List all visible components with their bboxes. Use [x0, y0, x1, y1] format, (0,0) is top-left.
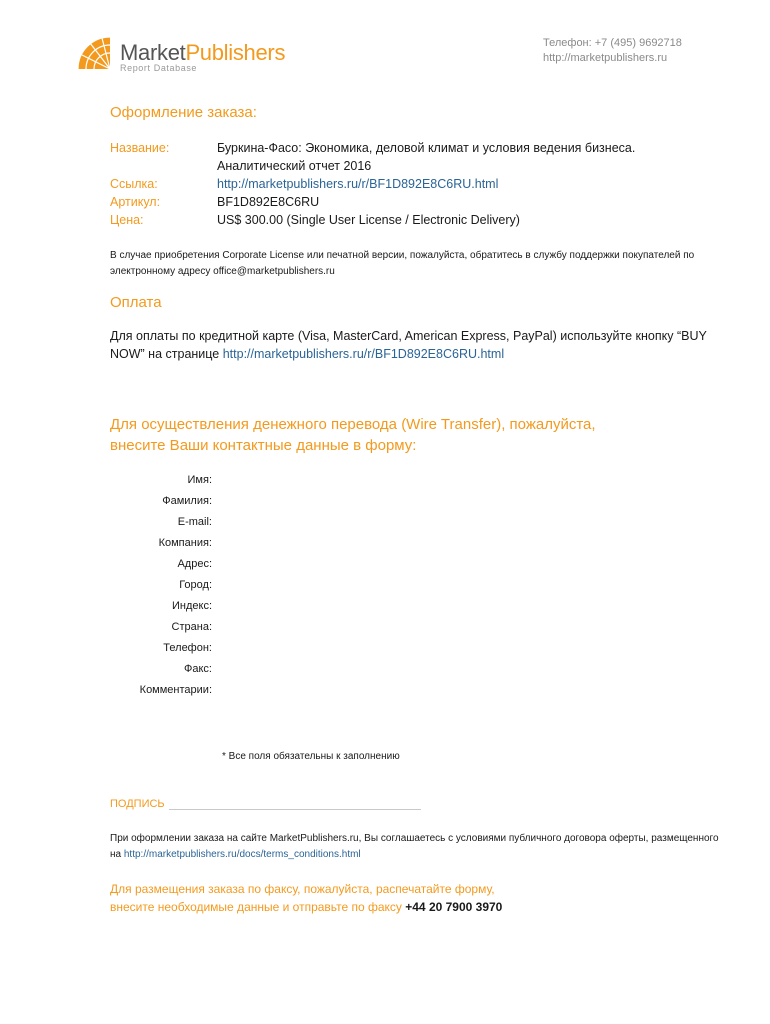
field-label-fax: Факс:	[184, 663, 212, 675]
order-name-label: Название:	[110, 141, 170, 155]
fax-line1: Для размещения заказа по факсу, пожалуйста, распечатайте форму,	[110, 882, 495, 896]
terms-link[interactable]: http://marketpublishers.ru/docs/terms_conditions.html	[123, 849, 361, 860]
order-sku-value: BF1D892E8C6RU	[217, 195, 320, 209]
logo	[76, 35, 118, 71]
order-sku-label: Артикул:	[110, 195, 161, 209]
header-site[interactable]: http://marketpublishers.ru	[543, 52, 668, 64]
field-label-phone: Телефон:	[163, 642, 212, 654]
signature-label: ПОДПИСЬ	[110, 798, 165, 810]
order-name-value-line2: Аналитический отчет 2016	[217, 159, 372, 173]
wire-heading-line1: Для осуществления денежного перевода (Wire Transfer), пожалуйста,	[110, 416, 596, 433]
wire-form	[0, 474, 240, 704]
order-name-value-line1: Буркина-Фасо: Экономика, деловой климат и условия ведения бизнеса.	[217, 141, 636, 155]
order-link-row	[110, 175, 710, 193]
field-label-address: Адрес:	[177, 558, 212, 570]
payment-line2-prefix: NOW” на странице	[110, 347, 223, 361]
order-link-label: Ссылка:	[110, 177, 158, 191]
fax-line2	[110, 898, 502, 916]
payment-link[interactable]: http://marketpublishers.ru/r/BF1D892E8C6RU.html	[222, 347, 505, 361]
brand-subtitle: Report Database	[120, 63, 198, 73]
order-price-value: US$ 300.00 (Single User License / Electronic Delivery)	[217, 213, 520, 227]
wire-heading-line2: внесите Ваши контактные данные в форму:	[110, 437, 417, 454]
field-label-surname: Фамилия:	[162, 495, 212, 507]
order-name-row	[110, 139, 710, 157]
order-price-label: Цена:	[110, 213, 144, 227]
fax-text	[110, 880, 502, 916]
header-phone: Телефон: +7 (495) 9692718	[543, 37, 682, 49]
terms-text	[110, 831, 730, 863]
payment-line1: Для оплаты по кредитной карте (Visa, MasterCard, American Express, PayPal) используйте кнопку “BUY	[110, 329, 707, 343]
order-note-line2: электронному адресу office@marketpublishers.ru	[110, 266, 335, 277]
order-heading: Оформление заказа:	[110, 104, 257, 121]
payment-line2	[110, 345, 730, 363]
terms-line2-prefix: на	[110, 849, 124, 860]
order-note	[110, 248, 730, 280]
field-label-company: Компания:	[158, 537, 212, 549]
signature-line[interactable]	[169, 797, 421, 810]
order-name-row-2	[110, 157, 710, 175]
field-label-comments: Комментарии:	[139, 684, 212, 696]
field-label-email: E-mail:	[177, 516, 212, 528]
terms-line2	[110, 847, 730, 863]
logo-globe-icon	[76, 35, 118, 71]
field-label-name: Имя:	[187, 474, 212, 486]
payment-text	[110, 327, 730, 363]
required-note: * Все поля обязательны к заполнению	[222, 751, 400, 762]
header-contact	[543, 36, 682, 66]
payment-heading: Оплата	[110, 294, 162, 311]
field-label-city: Город:	[179, 579, 212, 591]
fax-number: +44 20 7900 3970	[405, 900, 503, 914]
signature-row	[110, 797, 421, 810]
order-sku-row	[110, 193, 710, 211]
fax-line2-text: внесите необходимые данные и отправьте по факсу	[110, 900, 406, 914]
brand-publishers: Publishers	[185, 40, 286, 65]
order-link-value[interactable]: http://marketpublishers.ru/r/BF1D892E8C6RU.html	[217, 177, 499, 191]
terms-line1: При оформлении заказа на сайте MarketPublishers.ru, Вы соглашаетесь с условиями публичного договора оферты, размещенного	[110, 833, 719, 844]
order-note-line1: В случае приобретения Corporate License или печатной версии, пожалуйста, обратитесь в службу поддержки покупателей по	[110, 250, 695, 261]
field-label-country: Страна:	[171, 621, 212, 633]
brand-market: Market	[120, 40, 186, 65]
field-label-zip: Индекс:	[171, 600, 212, 612]
order-price-row	[110, 211, 710, 229]
wire-heading	[110, 414, 596, 456]
